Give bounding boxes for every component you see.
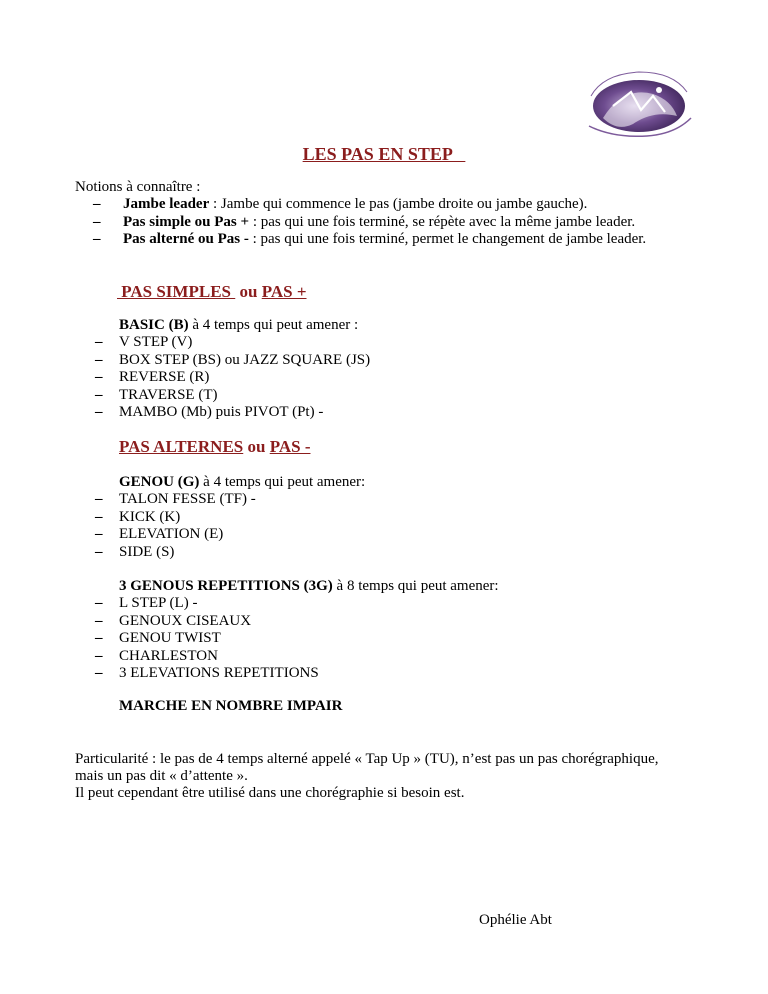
logo (583, 66, 695, 140)
simples-list (95, 334, 370, 422)
notions-list (93, 196, 646, 249)
list-item: – SIDE (S) (95, 544, 256, 562)
section-title-part: ou (243, 437, 270, 456)
definition: : Jambe qui commence le pas (jambe droite ou jambe gauche). (209, 196, 588, 212)
marche-line (119, 698, 342, 716)
section-title-part: ou (235, 282, 262, 301)
definition: : pas qui une fois terminé, permet le changement de jambe leader. (248, 231, 647, 247)
list-item: – KICK (K) (95, 509, 256, 527)
definition: à 4 temps qui peut amener: (199, 474, 366, 490)
list-item: – TALON FESSE (TF) - (95, 491, 256, 509)
list-item: – L STEP (L) - (95, 595, 319, 613)
term: GENOU (G) (119, 474, 200, 490)
definition: : pas qui une fois terminé, se répète avec la même jambe leader. (249, 213, 636, 230)
intro-heading: Notions à connaître : (75, 179, 201, 195)
note-line-1: Particularité : le pas de 4 temps alterné appelé « Tap Up » (TU), n’est pas un pas chorégraphique, (75, 751, 659, 767)
section-title-part: PAS + (261, 282, 307, 301)
term: BASIC (B) (119, 317, 189, 333)
list-item (93, 214, 646, 232)
section-title-simples (117, 282, 307, 302)
term: 3 GENOUS REPETITIONS (3G) (119, 578, 333, 594)
list-item: – CHARLESTON (95, 648, 319, 666)
alternes-list-2 (95, 595, 319, 683)
basic-lead (119, 317, 358, 335)
list-item: – TRAVERSE (T) (95, 387, 370, 405)
section-title-part: PAS - (269, 437, 311, 456)
definition: à 4 temps qui peut amener : (188, 317, 359, 333)
definition: à 8 temps qui peut amener: (332, 578, 499, 594)
term: Pas simple ou Pas + (123, 213, 250, 230)
note-line-2: mais un pas dit « d’attente ». (75, 768, 248, 784)
alternes-list-1 (95, 491, 256, 561)
list-item: – V STEP (V) (95, 334, 370, 352)
genou-lead (119, 474, 365, 492)
section-title-part: PAS SIMPLES (117, 282, 236, 301)
marche-text: MARCHE EN NOMBRE IMPAIR (119, 698, 343, 714)
list-item: – ELEVATION (E) (95, 526, 256, 544)
list-item: – GENOUX CISEAUX (95, 613, 319, 631)
term: Jambe leader (123, 196, 210, 212)
note-line-3: Il peut cependant être utilisé dans une chorégraphie si besoin est. (75, 785, 465, 801)
list-item: – BOX STEP (BS) ou JAZZ SQUARE (JS) (95, 352, 370, 370)
author: Ophélie Abt (479, 912, 552, 928)
page-title-text: LES PAS EN STEP (302, 144, 466, 164)
list-item: – MAMBO (Mb) puis PIVOT (Pt) - (95, 404, 370, 422)
genous-repetitions-lead (119, 578, 499, 596)
section-title-alternes (119, 437, 310, 457)
list-item: – GENOU TWIST (95, 630, 319, 648)
list-item (93, 196, 646, 214)
term: Pas alterné ou Pas - (123, 231, 249, 247)
page-title (0, 143, 768, 165)
list-item (93, 231, 646, 249)
list-item: – 3 ELEVATIONS REPETITIONS (95, 665, 319, 683)
list-item: – REVERSE (R) (95, 369, 370, 387)
section-title-part: PAS ALTERNES (119, 437, 244, 456)
